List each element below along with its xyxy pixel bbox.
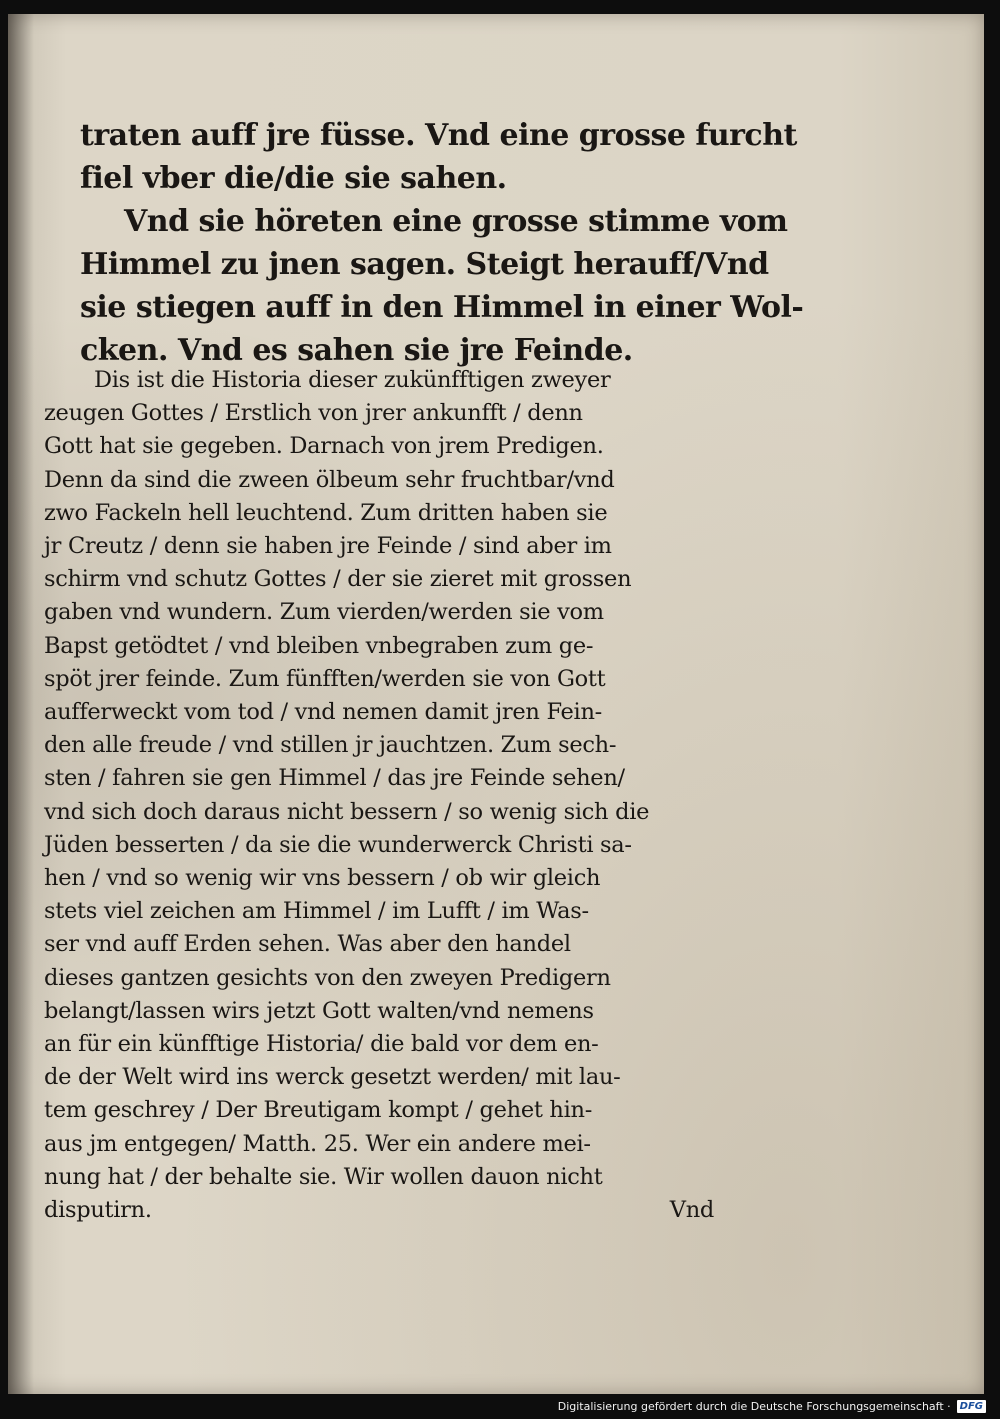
commentary-line: Dis ist die Historia dieser zukünfftigen zweyer bbox=[94, 367, 611, 393]
commentary-line: zeugen Gottes / Erstlich von jrer ankunfft / denn bbox=[44, 400, 583, 427]
commentary-block bbox=[44, 364, 714, 1227]
commentary-line: disputirn. bbox=[44, 1197, 152, 1224]
credit-text: Digitalisierung gefördert durch die Deutsche Forschungsgemeinschaft · bbox=[557, 1399, 951, 1413]
commentary-line: de der Welt wird ins werck gesetzt werden/ mit lau- bbox=[44, 1064, 621, 1091]
commentary-line: belangt/lassen wirs jetzt Gott walten/vnd nemens bbox=[44, 997, 594, 1024]
commentary-line: tem geschrey / Der Breutigam kompt / gehet hin- bbox=[44, 1097, 593, 1124]
commentary-line: den alle freude / vnd stillen jr jauchtzen. Zum sech- bbox=[44, 732, 617, 759]
commentary-line: aufferweckt vom tod / vnd nemen damit jren Fein- bbox=[44, 699, 602, 726]
verse-line: traten auff jre füsse. Vnd eine grosse furcht bbox=[80, 118, 797, 153]
commentary-line: spöt jrer feinde. Zum fünfften/werden sie von Gott bbox=[44, 665, 606, 692]
dfg-logo-icon: DFG bbox=[957, 1400, 986, 1413]
commentary-last-row bbox=[44, 1194, 714, 1227]
verse-line: fiel vber die/die sie sahen. bbox=[80, 161, 507, 196]
commentary-line: aus jm entgegen/ Matth. 25. Wer ein andere mei- bbox=[44, 1130, 591, 1157]
commentary-line: vnd sich doch daraus nicht bessern / so wenig sich die bbox=[44, 798, 650, 825]
commentary-line: schirm vnd schutz Gottes / der sie zieret mit grossen bbox=[44, 566, 632, 593]
commentary-line: Bapst getödtet / vnd bleiben vnbegraben zum ge- bbox=[44, 632, 594, 659]
commentary-line: Jüden besserten / da sie die wunderwerck Christi sa- bbox=[44, 831, 632, 858]
book-page bbox=[8, 14, 984, 1394]
verse-line: cken. Vnd es sahen sie jre Feinde. bbox=[80, 333, 633, 368]
commentary-line: sten / fahren sie gen Himmel / das jre Feinde sehen/ bbox=[44, 765, 625, 792]
commentary-line: gaben vnd wundern. Zum vierden/werden sie vom bbox=[44, 599, 604, 626]
commentary-line: dieses gantzen gesichts von den zweyen Predigern bbox=[44, 964, 611, 991]
commentary-line: Gott hat sie gegeben. Darnach von jrem Predigen. bbox=[44, 433, 604, 460]
verse-line: sie stiegen auff in den Himmel in einer Wol- bbox=[80, 290, 804, 325]
commentary-line: stets viel zeichen am Himmel / im Lufft / im Was- bbox=[44, 898, 589, 925]
commentary-line: zwo Fackeln hell leuchtend. Zum dritten haben sie bbox=[44, 499, 608, 526]
commentary-line: jr Creutz / denn sie haben jre Feinde / sind aber im bbox=[44, 533, 612, 560]
verse-line: Vnd sie höreten eine grosse stimme vom bbox=[124, 204, 788, 239]
scripture-verse-block bbox=[80, 114, 804, 372]
commentary-line: ser vnd auff Erden sehen. Was aber den handel bbox=[44, 931, 571, 958]
commentary-line: an für ein künfftige Historia/ die bald vor dem en- bbox=[44, 1031, 599, 1058]
digitization-credit bbox=[558, 1397, 986, 1415]
catchword: Vnd bbox=[669, 1197, 714, 1224]
commentary-line: hen / vnd so wenig wir vns bessern / ob wir gleich bbox=[44, 865, 601, 892]
spine-shadow bbox=[8, 14, 34, 1394]
commentary-line: nung hat / der behalte sie. Wir wollen dauon nicht bbox=[44, 1163, 603, 1190]
commentary-line: Denn da sind die zween ölbeum sehr fruchtbar/vnd bbox=[44, 466, 615, 493]
verse-line: Himmel zu jnen sagen. Steigt herauff/Vnd bbox=[80, 247, 769, 282]
